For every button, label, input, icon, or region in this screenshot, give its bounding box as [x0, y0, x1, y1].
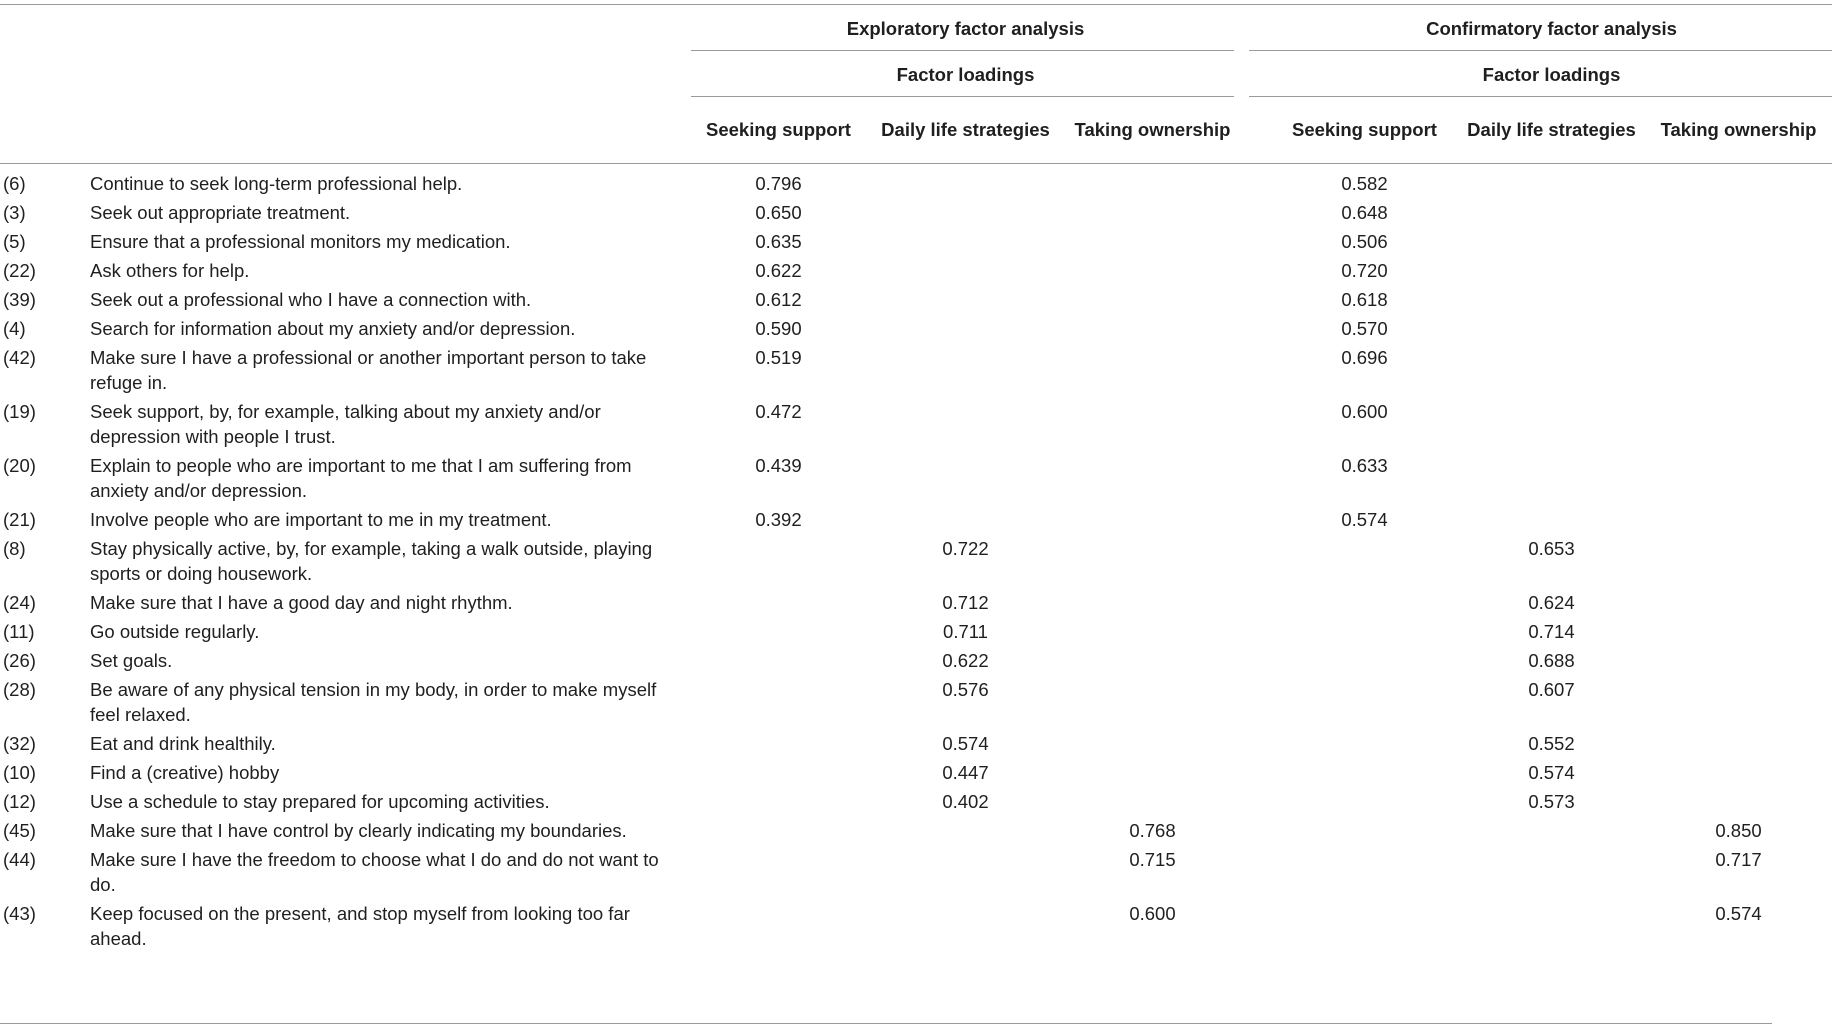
gap-cell: [1246, 164, 1271, 199]
efa-loading-seeking-support: [685, 534, 872, 588]
cfa-loading-seeking-support: [1271, 845, 1458, 899]
cfa-loading-seeking-support: [1271, 617, 1458, 646]
item-number: (5): [3, 231, 26, 252]
cfa-loading-taking-ownership: 0.850: [1715, 820, 1762, 841]
efa-loading-taking-ownership: [1059, 729, 1246, 758]
cfa-loading-taking-ownership: [1645, 758, 1832, 787]
cfa-loading-daily-life-strategies: [1458, 816, 1645, 845]
cfa-loading-daily-life-strategies: [1458, 227, 1645, 256]
gap-cell: [1246, 617, 1271, 646]
efa-loading-taking-ownership: [1059, 617, 1246, 646]
item-number: (28): [3, 679, 36, 700]
efa-loading-taking-ownership: 0.768: [1129, 820, 1176, 841]
efa-loading-daily-life-strategies: [872, 899, 1059, 953]
item-number: (3): [3, 202, 26, 223]
item-number: (43): [3, 903, 36, 924]
cfa-loading-seeking-support: [1271, 646, 1458, 675]
table-body: [0, 164, 1832, 954]
efa-loading-seeking-support: [685, 899, 872, 953]
item-text: Explain to people who are important to me that I am suffering from anxiety and/or depression.: [90, 455, 632, 501]
cfa-loading-seeking-support: 0.574: [1341, 509, 1388, 530]
table-row: [0, 505, 1832, 534]
gap-cell: [1246, 451, 1271, 505]
gap-cell: [1246, 285, 1271, 314]
table-row: [0, 646, 1832, 675]
column-header-efa-seeking-support: Seeking support: [706, 119, 851, 140]
efa-loading-seeking-support: 0.650: [755, 202, 802, 223]
cfa-sub-cell: [1271, 51, 1832, 97]
item-text: Be aware of any physical tension in my body, in order to make myself feel relaxed.: [90, 679, 657, 725]
table-row: [0, 256, 1832, 285]
table-row: [0, 314, 1832, 343]
efa-loading-taking-ownership: [1059, 505, 1246, 534]
efa-loading-daily-life-strategies: 0.712: [942, 592, 989, 613]
bottom-rule: [0, 1023, 1772, 1024]
cfa-loading-taking-ownership: [1645, 675, 1832, 729]
item-number: (42): [3, 347, 36, 368]
cfa-loading-seeking-support: 0.582: [1341, 173, 1388, 194]
efa-loading-taking-ownership: [1059, 451, 1246, 505]
cfa-loading-seeking-support: 0.696: [1341, 347, 1388, 368]
efa-loading-taking-ownership: [1059, 675, 1246, 729]
efa-loading-taking-ownership: [1059, 758, 1246, 787]
cfa-loading-daily-life-strategies: [1458, 285, 1645, 314]
efa-loading-taking-ownership: [1059, 646, 1246, 675]
factor-loadings-table: [0, 4, 1832, 953]
efa-loading-seeking-support: 0.392: [755, 509, 802, 530]
efa-loading-seeking-support: [685, 675, 872, 729]
efa-loading-daily-life-strategies: 0.574: [942, 733, 989, 754]
cfa-loading-taking-ownership: [1645, 343, 1832, 397]
cfa-loading-daily-life-strategies: 0.714: [1528, 621, 1575, 642]
cfa-loading-daily-life-strategies: 0.624: [1528, 592, 1575, 613]
cfa-loading-daily-life-strategies: [1458, 451, 1645, 505]
efa-loading-taking-ownership: [1059, 198, 1246, 227]
item-text: Involve people who are important to me in my treatment.: [90, 509, 552, 530]
gap-cell: [1246, 397, 1271, 451]
gap-cell: [1246, 534, 1271, 588]
item-number: (45): [3, 820, 36, 841]
item-text: Go outside regularly.: [90, 621, 260, 642]
efa-loading-taking-ownership: 0.600: [1129, 903, 1176, 924]
gap-cell: [1246, 899, 1271, 953]
efa-loading-daily-life-strategies: [872, 845, 1059, 899]
efa-loading-seeking-support: 0.612: [755, 289, 802, 310]
column-header-cfa-taking-ownership: Taking ownership: [1660, 119, 1817, 140]
gap-cell: [1246, 588, 1271, 617]
efa-loading-daily-life-strategies: [872, 314, 1059, 343]
table-row: [0, 397, 1832, 451]
cfa-title: Confirmatory factor analysis: [1426, 17, 1677, 39]
cfa-loading-taking-ownership: [1645, 787, 1832, 816]
item-text: Stay physically active, by, for example, taking a walk outside, playing sports or doing housework.: [90, 538, 653, 584]
item-number: (26): [3, 650, 36, 671]
cfa-title-cell: [1271, 5, 1832, 52]
cfa-loading-taking-ownership: [1645, 505, 1832, 534]
cfa-loading-seeking-support: 0.648: [1341, 202, 1388, 223]
cfa-subtitle: Factor loadings: [1482, 63, 1621, 85]
efa-loading-taking-ownership: 0.715: [1129, 849, 1176, 870]
cfa-loading-taking-ownership: [1645, 729, 1832, 758]
efa-loading-seeking-support: [685, 646, 872, 675]
efa-loading-seeking-support: [685, 787, 872, 816]
efa-loading-taking-ownership: [1059, 164, 1246, 199]
item-text: Continue to seek long-term professional help.: [90, 173, 463, 194]
efa-title: Exploratory factor analysis: [846, 17, 1085, 39]
item-text: Search for information about my anxiety and/or depression.: [90, 318, 576, 339]
header-group-row: [0, 5, 1832, 52]
item-number: (39): [3, 289, 36, 310]
header-columns-row: [0, 97, 1832, 164]
efa-title-cell: [685, 5, 1246, 52]
table-row: [0, 787, 1832, 816]
cfa-loading-taking-ownership: [1645, 534, 1832, 588]
table-row: [0, 285, 1832, 314]
efa-loading-seeking-support: 0.472: [755, 401, 802, 422]
cfa-loading-daily-life-strategies: [1458, 198, 1645, 227]
column-header-cfa-seeking-support: Seeking support: [1292, 119, 1437, 140]
efa-loading-daily-life-strategies: [872, 397, 1059, 451]
efa-loading-seeking-support: [685, 758, 872, 787]
efa-loading-taking-ownership: [1059, 227, 1246, 256]
cfa-loading-seeking-support: [1271, 758, 1458, 787]
efa-loading-taking-ownership: [1059, 588, 1246, 617]
efa-loading-daily-life-strategies: 0.576: [942, 679, 989, 700]
efa-loading-daily-life-strategies: 0.402: [942, 791, 989, 812]
cfa-loading-seeking-support: [1271, 534, 1458, 588]
item-number: (32): [3, 733, 36, 754]
efa-loading-seeking-support: [685, 845, 872, 899]
column-header-efa-daily-life-strategies: Daily life strategies: [881, 119, 1050, 140]
item-text: Set goals.: [90, 650, 173, 671]
efa-loading-daily-life-strategies: [872, 227, 1059, 256]
table-row: [0, 198, 1832, 227]
item-number: (20): [3, 455, 36, 476]
item-text: Seek support, by, for example, talking about my anxiety and/or depression with people I trust.: [90, 401, 601, 447]
cfa-loading-daily-life-strategies: [1458, 314, 1645, 343]
table-row: [0, 845, 1832, 899]
item-number: (4): [3, 318, 26, 339]
cfa-loading-taking-ownership: [1645, 285, 1832, 314]
item-text: Seek out a professional who I have a connection with.: [90, 289, 532, 310]
gap-cell: [1246, 845, 1271, 899]
cfa-loading-daily-life-strategies: [1458, 343, 1645, 397]
table-row: [0, 534, 1832, 588]
table-row: [0, 816, 1832, 845]
cfa-loading-seeking-support: 0.618: [1341, 289, 1388, 310]
efa-loading-seeking-support: [685, 617, 872, 646]
cfa-loading-seeking-support: [1271, 729, 1458, 758]
table-row: [0, 729, 1832, 758]
cfa-loading-seeking-support: [1271, 816, 1458, 845]
efa-loading-seeking-support: [685, 816, 872, 845]
cfa-loading-daily-life-strategies: 0.653: [1528, 538, 1575, 559]
cfa-loading-taking-ownership: [1645, 646, 1832, 675]
cfa-loading-daily-life-strategies: [1458, 164, 1645, 199]
efa-loading-daily-life-strategies: [872, 164, 1059, 199]
efa-loading-seeking-support: [685, 729, 872, 758]
cfa-loading-daily-life-strategies: [1458, 397, 1645, 451]
table-row: [0, 227, 1832, 256]
column-header-cfa-daily-life-strategies: Daily life strategies: [1467, 119, 1636, 140]
efa-loading-taking-ownership: [1059, 534, 1246, 588]
cfa-loading-seeking-support: 0.633: [1341, 455, 1388, 476]
efa-loading-seeking-support: 0.635: [755, 231, 802, 252]
cfa-loading-daily-life-strategies: 0.574: [1528, 762, 1575, 783]
gap-cell: [1246, 198, 1271, 227]
table-row: [0, 588, 1832, 617]
cfa-loading-daily-life-strategies: [1458, 505, 1645, 534]
efa-loading-taking-ownership: [1059, 787, 1246, 816]
item-number: (19): [3, 401, 36, 422]
cfa-loading-taking-ownership: 0.574: [1715, 903, 1762, 924]
gap-cell: [1246, 729, 1271, 758]
efa-loading-daily-life-strategies: 0.711: [943, 621, 988, 642]
item-number: (21): [3, 509, 36, 530]
item-text: Ask others for help.: [90, 260, 250, 281]
cfa-loading-daily-life-strategies: [1458, 899, 1645, 953]
efa-subtitle: Factor loadings: [896, 63, 1035, 85]
cfa-loading-seeking-support: 0.600: [1341, 401, 1388, 422]
efa-loading-daily-life-strategies: [872, 451, 1059, 505]
cfa-loading-taking-ownership: [1645, 617, 1832, 646]
cfa-loading-taking-ownership: [1645, 227, 1832, 256]
efa-loading-seeking-support: [685, 588, 872, 617]
gap-cell: [1246, 787, 1271, 816]
efa-loading-daily-life-strategies: [872, 343, 1059, 397]
item-text: Eat and drink healthily.: [90, 733, 276, 754]
cfa-loading-taking-ownership: [1645, 198, 1832, 227]
efa-loading-taking-ownership: [1059, 256, 1246, 285]
efa-loading-seeking-support: 0.796: [755, 173, 802, 194]
table-row: [0, 899, 1832, 953]
cfa-loading-taking-ownership: [1645, 314, 1832, 343]
efa-loading-taking-ownership: [1059, 343, 1246, 397]
efa-loading-daily-life-strategies: [872, 256, 1059, 285]
item-text: Make sure that I have a good day and night rhythm.: [90, 592, 513, 613]
efa-loading-daily-life-strategies: 0.447: [942, 762, 989, 783]
cfa-loading-daily-life-strategies: [1458, 256, 1645, 285]
cfa-loading-taking-ownership: 0.717: [1715, 849, 1762, 870]
header-sub-row: [0, 51, 1832, 97]
item-number: (6): [3, 173, 26, 194]
cfa-loading-taking-ownership: [1645, 164, 1832, 199]
item-number: (12): [3, 791, 36, 812]
efa-loading-daily-life-strategies: [872, 816, 1059, 845]
efa-loading-seeking-support: 0.519: [755, 347, 802, 368]
cfa-loading-taking-ownership: [1645, 397, 1832, 451]
efa-loading-taking-ownership: [1059, 397, 1246, 451]
efa-loading-daily-life-strategies: 0.622: [942, 650, 989, 671]
item-text: Make sure I have the freedom to choose what I do and do not want to do.: [90, 849, 659, 895]
cfa-loading-daily-life-strategies: 0.552: [1528, 733, 1575, 754]
cfa-loading-taking-ownership: [1645, 588, 1832, 617]
gap-cell: [1246, 646, 1271, 675]
gap-cell: [1246, 343, 1271, 397]
gap-cell: [1246, 256, 1271, 285]
item-text: Find a (creative) hobby: [90, 762, 280, 783]
gap-cell: [1246, 505, 1271, 534]
efa-loading-daily-life-strategies: [872, 198, 1059, 227]
item-number: (22): [3, 260, 36, 281]
efa-loading-daily-life-strategies: [872, 505, 1059, 534]
cfa-loading-taking-ownership: [1645, 451, 1832, 505]
cfa-loading-daily-life-strategies: 0.607: [1528, 679, 1575, 700]
cfa-loading-seeking-support: [1271, 787, 1458, 816]
cfa-loading-seeking-support: [1271, 588, 1458, 617]
efa-loading-taking-ownership: [1059, 314, 1246, 343]
gap-cell: [1246, 816, 1271, 845]
table-row: [0, 758, 1832, 787]
gap-cell: [1246, 758, 1271, 787]
item-text: Make sure that I have control by clearly indicating my boundaries.: [90, 820, 627, 841]
efa-sub-cell: [685, 51, 1246, 97]
cfa-loading-daily-life-strategies: [1458, 845, 1645, 899]
table-row: [0, 451, 1832, 505]
table-row: [0, 617, 1832, 646]
gap-cell: [1246, 675, 1271, 729]
item-number: (24): [3, 592, 36, 613]
cfa-loading-seeking-support: 0.506: [1341, 231, 1388, 252]
cfa-loading-seeking-support: 0.570: [1341, 318, 1388, 339]
efa-loading-seeking-support: 0.622: [755, 260, 802, 281]
efa-loading-taking-ownership: [1059, 285, 1246, 314]
item-number: (44): [3, 849, 36, 870]
efa-loading-seeking-support: 0.590: [755, 318, 802, 339]
table-row: [0, 164, 1832, 199]
cfa-loading-taking-ownership: [1645, 256, 1832, 285]
item-number: (11): [3, 621, 35, 642]
table-row: [0, 675, 1832, 729]
item-text: Seek out appropriate treatment.: [90, 202, 351, 223]
item-number: (10): [3, 762, 36, 783]
efa-loading-daily-life-strategies: 0.722: [942, 538, 989, 559]
table-row: [0, 343, 1832, 397]
cfa-loading-seeking-support: [1271, 899, 1458, 953]
cfa-loading-seeking-support: 0.720: [1341, 260, 1388, 281]
item-text: Ensure that a professional monitors my medication.: [90, 231, 511, 252]
efa-loading-daily-life-strategies: [872, 285, 1059, 314]
item-text: Make sure I have a professional or another important person to take refuge in.: [90, 347, 647, 393]
gap-cell: [1246, 227, 1271, 256]
cfa-loading-daily-life-strategies: 0.688: [1528, 650, 1575, 671]
cfa-loading-daily-life-strategies: 0.573: [1528, 791, 1575, 812]
cfa-loading-seeking-support: [1271, 675, 1458, 729]
item-number: (8): [3, 538, 26, 559]
column-header-efa-taking-ownership: Taking ownership: [1074, 119, 1231, 140]
item-text: Keep focused on the present, and stop myself from looking too far ahead.: [90, 903, 630, 949]
item-text: Use a schedule to stay prepared for upcoming activities.: [90, 791, 550, 812]
efa-loading-seeking-support: 0.439: [755, 455, 802, 476]
gap-cell: [1246, 314, 1271, 343]
